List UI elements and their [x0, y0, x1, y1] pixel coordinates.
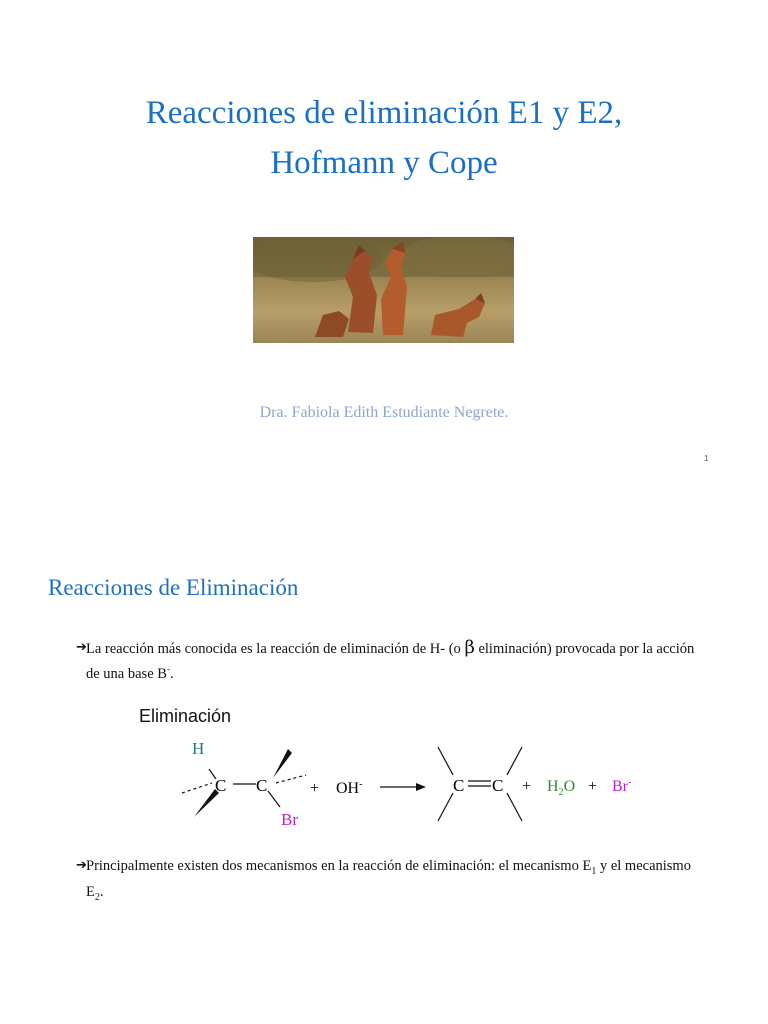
author: Dra. Fabiola Edith Estudiante Negrete. — [259, 404, 509, 421]
bond-wedge-right — [273, 749, 292, 778]
plus-sign-3: + — [588, 778, 598, 795]
product-carbon-2: C — [492, 776, 504, 795]
product-carbon-1: C — [453, 776, 465, 795]
carbon-1-label: C — [215, 776, 227, 795]
arrow-bullet-icon: ➔ — [76, 640, 87, 655]
hydrogen-label: H — [192, 739, 205, 758]
beta-symbol: β — [464, 637, 475, 658]
plus-sign-1: + — [310, 780, 320, 797]
plus-sign-2: + — [522, 778, 532, 795]
reaction-title: Eliminación — [139, 706, 232, 726]
bullet-2: ➔ Principalmente existen dos mecanismos en la reacción de eliminación: el mecanismo $E_1$ y el mecanismo $E_2$. — [76, 858, 691, 903]
section-heading: Reacciones de Eliminación — [48, 575, 299, 600]
bromide-ion-label: Br- — [612, 777, 632, 795]
bond-dashed-left — [182, 783, 212, 793]
water-label: $H_2O$ — [547, 778, 576, 798]
reaction-arrowhead — [416, 783, 426, 791]
title-line-1: Reacciones de eliminación E1 y E2, — [145, 95, 623, 131]
wolves-photo — [253, 237, 514, 343]
elimination-reaction-diagram — [170, 735, 640, 835]
title-line-2: Hofmann y Cope — [270, 145, 498, 181]
arrow-bullet-icon: ➔ — [76, 858, 87, 873]
carbon-2-label: C — [256, 776, 268, 795]
hydroxide-label: OH- — [336, 779, 363, 797]
page-number: 1 — [704, 454, 709, 463]
bromine-label: Br — [281, 810, 298, 829]
bond-dashed-right — [276, 775, 306, 783]
bond-c-br — [268, 791, 280, 807]
bullet-1: ➔ La reacción más conocida es la reacción de eliminación de H- (o β eliminación) provocada por la acción de una base B-. — [76, 637, 695, 682]
slide-title — [0, 88, 768, 188]
